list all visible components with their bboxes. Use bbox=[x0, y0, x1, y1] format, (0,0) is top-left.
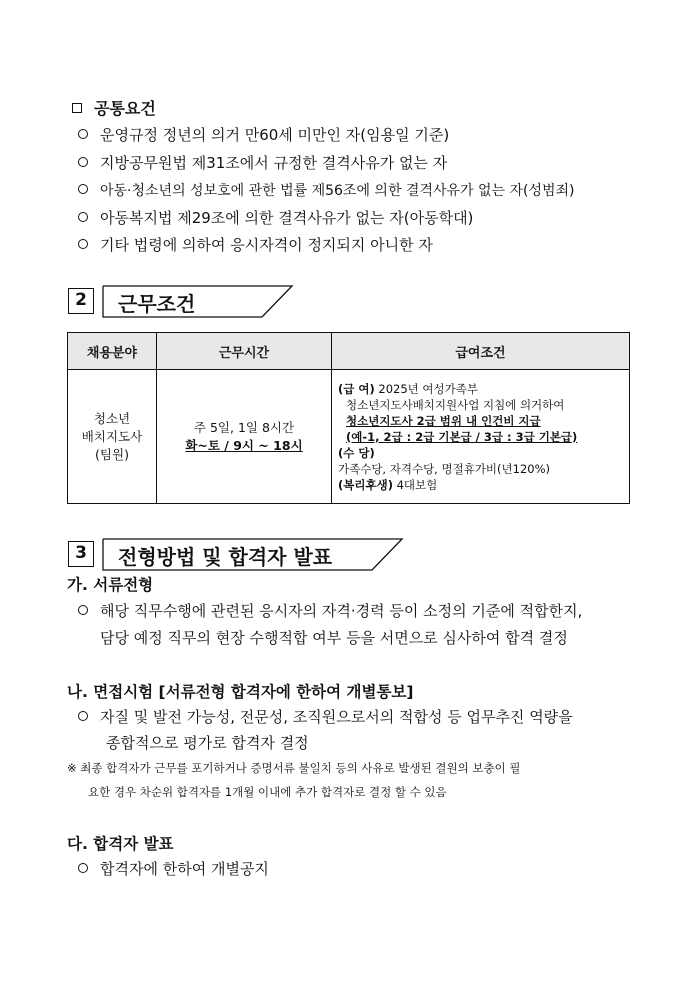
table-row bbox=[68, 370, 630, 504]
common-requirements-heading: 공통요건 bbox=[72, 96, 156, 119]
field-cell: 청소년 배치지도사 (팀원) bbox=[68, 370, 157, 504]
interview-line: 종합적으로 평가로 합격자 결정 bbox=[106, 734, 309, 752]
column-header: 급여조건 bbox=[332, 333, 630, 370]
circle-bullet-icon bbox=[78, 212, 88, 222]
square-bullet-icon bbox=[72, 103, 82, 113]
circle-bullet-icon bbox=[78, 711, 88, 721]
interview-line: 자질 및 발전 가능성, 전문성, 조직원으로서의 적합성 등 업무추진 역량을 bbox=[78, 706, 573, 727]
interview-note: 요한 경우 차순위 합격자를 1개월 이내에 추가 합격자로 결정 할 수 있음 bbox=[88, 785, 447, 799]
pay-cell: (급 여) 2025년 여성가족부 청소년지도사배치지원사업 지침에 의거하여 청소년지도사 2급 범위 내 인건비 지급 (예-1, 2급 : 2급 기본급 / 3급 : 3급 기본급) (수 당) 가족수당, 자격수당, 명절휴가비(년120%) (복리후생) 4대보험 bbox=[332, 370, 630, 504]
section-number-badge: 3 bbox=[68, 541, 94, 567]
table-header-row bbox=[68, 333, 630, 370]
requirement-item: 운영규정 정년의 의거 만60세 미만인 자(임용일 기준) bbox=[78, 124, 449, 145]
work-conditions-table bbox=[67, 332, 630, 504]
column-header: 근무시간 bbox=[157, 333, 332, 370]
section-number-badge: 2 bbox=[68, 288, 94, 314]
screening-line: 담당 예정 직무의 현장 수행적합 여부 등을 서면으로 심사하여 합격 결정 bbox=[100, 629, 568, 647]
announcement-heading: 다. 합격자 발표 bbox=[67, 835, 174, 853]
document-screening-heading: 가. 서류전형 bbox=[67, 576, 154, 594]
requirement-item: 지방공무원법 제31조에서 규정한 결격사유가 없는 자 bbox=[78, 152, 447, 173]
circle-bullet-icon bbox=[78, 605, 88, 615]
circle-bullet-icon bbox=[78, 863, 88, 873]
section-title: 근무조건 bbox=[118, 292, 196, 316]
announcement-line: 합격자에 한하여 개별공지 bbox=[78, 858, 269, 879]
requirement-item: 아동복지법 제29조에 의한 결격사유가 없는 자(아동학대) bbox=[78, 207, 473, 228]
screening-line: 해당 직무수행에 관련된 응시자의 자격·경력 등이 소정의 기준에 적합한지, bbox=[78, 600, 582, 621]
circle-bullet-icon bbox=[78, 184, 88, 194]
circle-bullet-icon bbox=[78, 239, 88, 249]
circle-bullet-icon bbox=[78, 129, 88, 139]
interview-note: ※ 최종 합격자가 근무를 포기하거나 증명서류 불일치 등의 사유로 발생된 결원의 보충이 필 bbox=[67, 761, 521, 775]
circle-bullet-icon bbox=[78, 157, 88, 167]
time-cell: 주 5일, 1일 8시간 화~토 / 9시 ~ 18시 bbox=[157, 370, 332, 504]
requirement-item: 기타 법령에 의하여 응시자격이 정지되지 아니한 자 bbox=[78, 234, 433, 255]
requirement-item: 아동·청소년의 성보호에 관한 법률 제56조에 의한 결격사유가 없는 자(성범죄) bbox=[78, 180, 575, 200]
column-header: 채용분야 bbox=[68, 333, 157, 370]
section-title: 전형방법 및 합격자 발표 bbox=[118, 545, 333, 569]
interview-heading: 나. 면접시험 [서류전형 합격자에 한하여 개별통보] bbox=[67, 683, 414, 701]
